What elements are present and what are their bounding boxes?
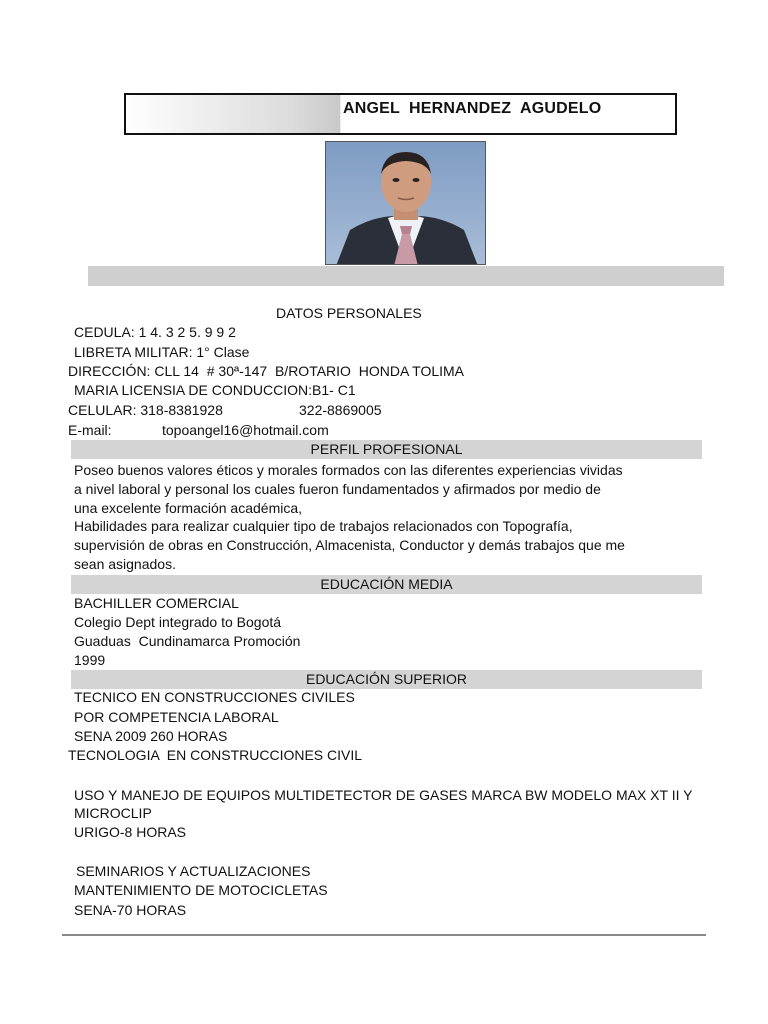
section-title-perfil: PERFIL PROFESIONAL — [310, 441, 463, 457]
section-title-educacion-superior: EDUCACIÓN SUPERIOR — [305, 671, 468, 687]
educacion-media-line: Guaduas Cundinamarca Promoción — [74, 633, 301, 649]
equipos-line: USO Y MANEJO DE EQUIPOS MULTIDETECTOR DE GASES MARCA BW MODELO MAX XT II Y — [74, 787, 693, 803]
email-value: topoangel16@hotmail.com — [162, 422, 329, 438]
educacion-superior-line: SENA 2009 260 HORAS — [74, 728, 228, 744]
cedula: CEDULA: 1 4. 3 2 5. 9 9 2 — [74, 324, 236, 340]
profile-photo — [325, 141, 486, 265]
educacion-superior-line: TECNICO EN CONSTRUCCIONES CIVILES — [74, 689, 355, 705]
equipos-line: URIGO-8 HORAS — [74, 824, 187, 840]
section-title-educacion-media: EDUCACIÓN MEDIA — [320, 576, 453, 592]
seminarios-line: SENA-70 HORAS — [74, 902, 187, 918]
perfil-line: una excelente formación académica, — [74, 500, 303, 516]
section-band-perfil — [71, 440, 702, 459]
seminarios-line: MANTENIMIENTO DE MOTOCICLETAS — [74, 882, 328, 898]
educacion-media-line: BACHILLER COMERCIAL — [74, 595, 239, 611]
educacion-media-line: 1999 — [74, 652, 106, 668]
libreta-militar: LIBRETA MILITAR: 1° Clase — [74, 344, 250, 360]
celular-2: 322-8869005 — [299, 402, 382, 418]
section-title-datos-personales: DATOS PERSONALES — [276, 305, 422, 321]
direccion: DIRECCIÓN: CLL 14 # 30ª-147 B/ROTARIO HONDA TOLIMA — [68, 363, 465, 379]
email-label: E-mail: — [68, 422, 112, 438]
seminarios-line: SEMINARIOS Y ACTUALIZACIONES — [76, 863, 311, 879]
perfil-line: Habilidades para realizar cualquier tipo de trabajos relacionados con Topografía, — [74, 518, 573, 534]
footer-rule — [62, 934, 706, 936]
licencia: MARIA LICENSIA DE CONDUCCION:B1- C1 — [74, 382, 356, 398]
header-divider-bar — [88, 266, 724, 286]
perfil-line: a nivel laboral y personal los cuales fueron fundamentados y afirmados por medio de — [74, 481, 601, 497]
equipos-line: MICROCLIP — [74, 805, 152, 821]
perfil-line: Poseo buenos valores éticos y morales formados con las diferentes experiencias vividas — [74, 462, 623, 478]
perfil-line: sean asignados. — [74, 556, 176, 572]
section-band-educacion-superior — [71, 670, 702, 689]
candidate-name: ANGEL HERNANDEZ AGUDELO — [343, 100, 602, 117]
celular: CELULAR: 318-8381928 — [68, 402, 223, 418]
portrait-image — [326, 142, 486, 265]
educacion-superior-line: POR COMPETENCIA LABORAL — [74, 709, 279, 725]
tecnologia: TECNOLOGIA EN CONSTRUCCIONES CIVIL — [68, 747, 363, 763]
section-band-educacion-media — [71, 575, 702, 594]
educacion-media-line: Colegio Dept integrado to Bogotá — [74, 614, 282, 630]
perfil-line: supervisión de obras en Construcción, Almacenista, Conductor y demás trabajos que me — [74, 537, 625, 553]
